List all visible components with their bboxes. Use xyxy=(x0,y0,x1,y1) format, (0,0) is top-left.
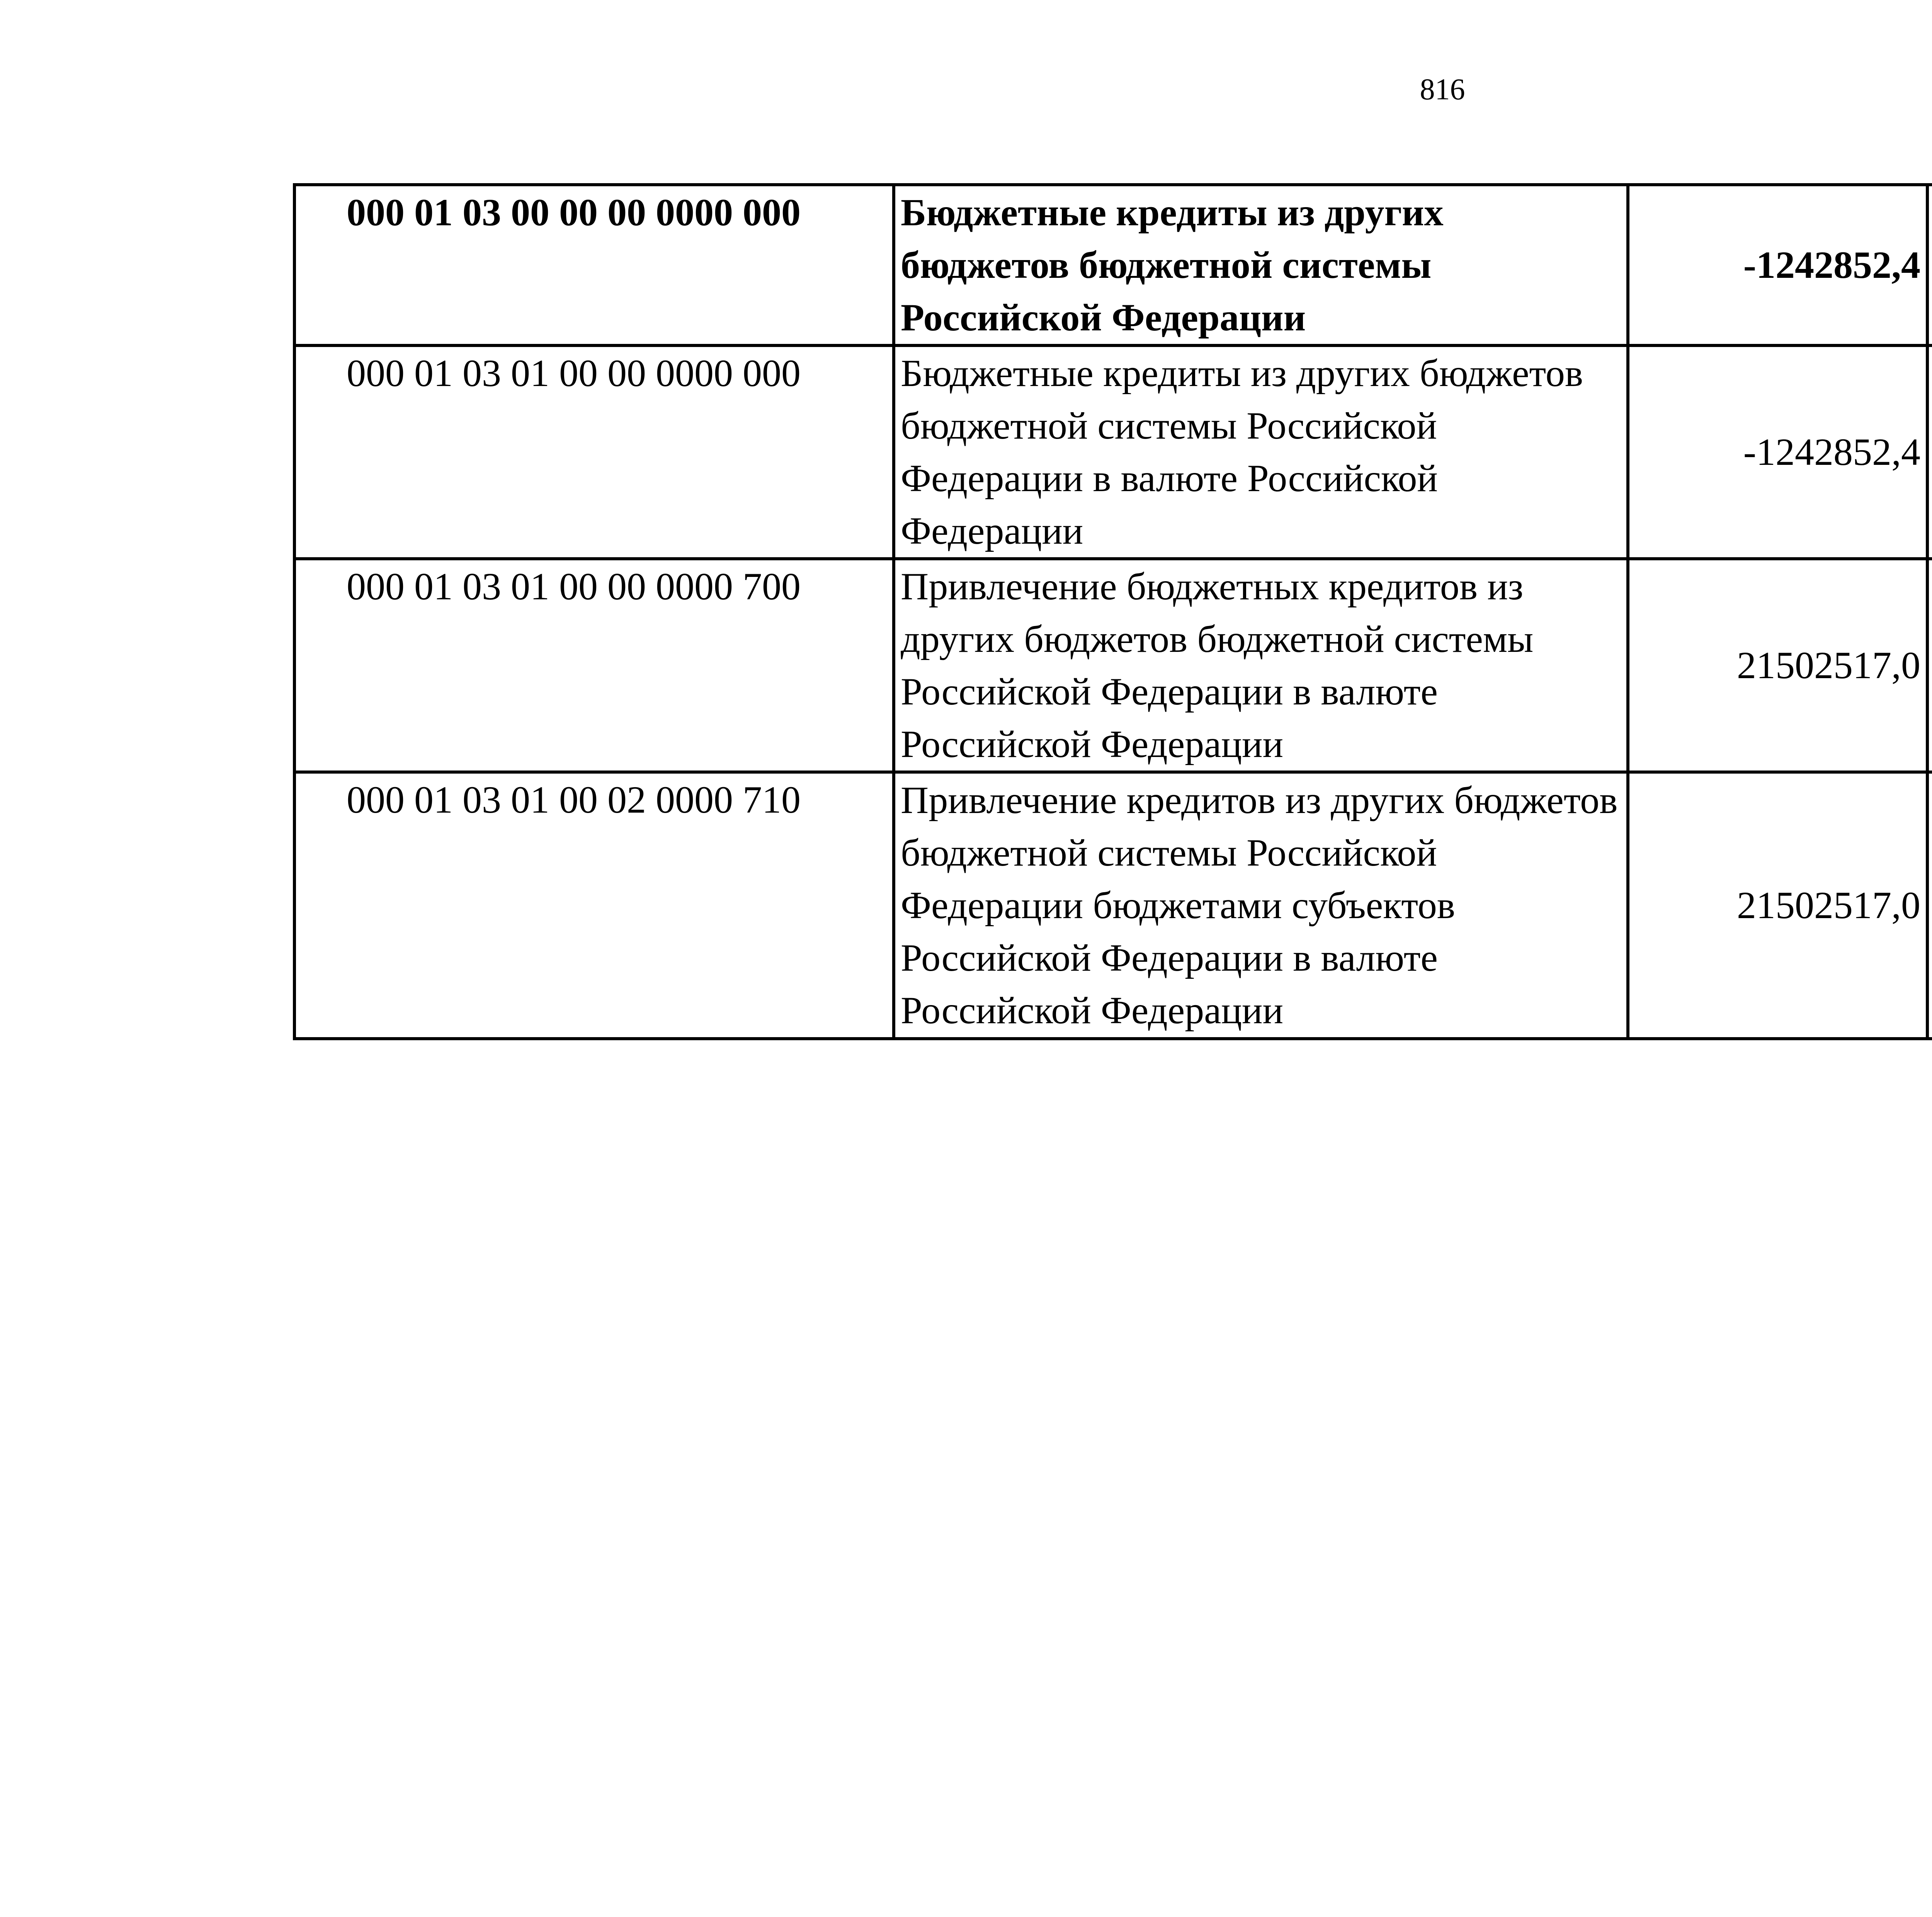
row-name: Привлечение бюджетных кредитов из других бюджетов бюджетной системы Российской Федерации в валюте Российской Федерации xyxy=(894,559,1628,772)
row-name: Бюджетные кредиты из других бюджетов бюджетной системы Российской Федерации в валюте Российской Федерации xyxy=(894,345,1628,559)
row-value-2 xyxy=(1927,345,1932,559)
row-value-1: 21502517,0 xyxy=(1628,559,1927,772)
row-code: 000 01 03 01 00 00 0000 700 xyxy=(294,559,894,772)
row-value-1: 21502517,0 xyxy=(1628,772,1927,1039)
table-row xyxy=(294,559,1932,772)
table-row xyxy=(294,772,1932,1039)
budget-table xyxy=(293,183,1932,1040)
page-number: 816 xyxy=(1420,72,1465,106)
row-code: 000 01 03 01 00 02 0000 710 xyxy=(294,772,894,1039)
row-value-2 xyxy=(1927,772,1932,1039)
row-value-2 xyxy=(1927,185,1932,345)
row-value-1: -1242852,4 xyxy=(1628,185,1927,345)
table-row xyxy=(294,345,1932,559)
row-code: 000 01 03 01 00 00 0000 000 xyxy=(294,345,894,559)
row-value-2 xyxy=(1927,559,1932,772)
table-row xyxy=(294,185,1932,345)
row-code: 000 01 03 00 00 00 0000 000 xyxy=(294,185,894,345)
row-name: Бюджетные кредиты из других бюджетов бюджетной системы Российской Федерации xyxy=(894,185,1628,345)
row-name: Привлечение кредитов из других бюджетов бюджетной системы Российской Федерации бюджетами субъектов Российской Федерации в валюте Российской Федерации xyxy=(894,772,1628,1039)
row-value-1: -1242852,4 xyxy=(1628,345,1927,559)
